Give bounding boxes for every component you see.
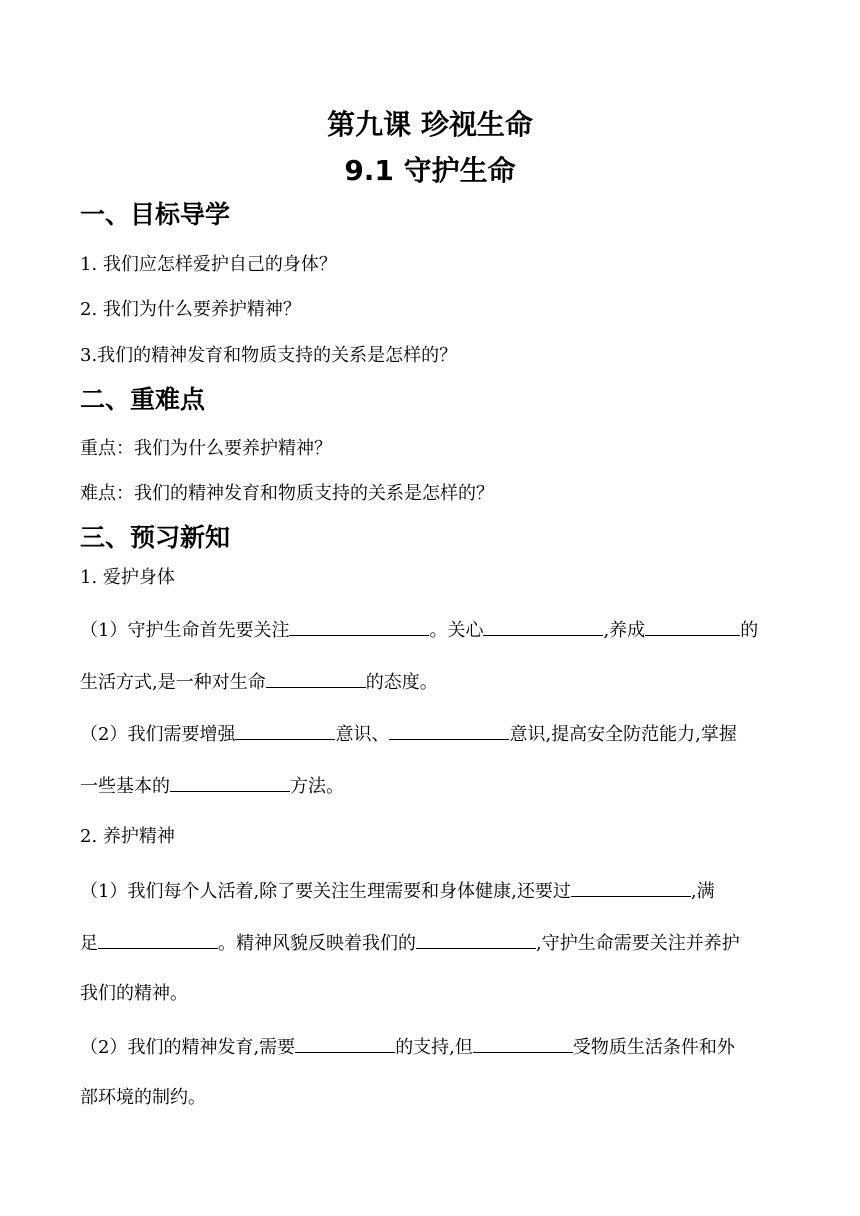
text-segment: 一些基本的 [80, 776, 170, 797]
paragraph-line [80, 930, 785, 956]
text-segment: 。关心 [429, 620, 484, 641]
text-segment: 的支持,但 [395, 1037, 473, 1058]
text-segment: 方法。 [290, 776, 344, 797]
text-segment: （1）守护生命首先要关注 [80, 620, 290, 641]
lesson-title: 第九课 珍视生命 [327, 108, 533, 141]
text-segment: （2）我们需要增强 [80, 724, 236, 745]
fill-blank[interactable] [266, 669, 366, 688]
text-segment: 受物质生活条件和外 [572, 1037, 735, 1058]
subheading-nurture-spirit: 2. 养护精神 [80, 826, 175, 847]
text-segment: 意识、 [335, 724, 390, 745]
fill-blank[interactable] [295, 1034, 395, 1053]
text-segment: 。精神风貌反映着我们的 [218, 933, 416, 954]
fill-blank[interactable] [571, 878, 691, 897]
fill-blank[interactable] [98, 930, 218, 949]
paragraph-line [80, 617, 785, 643]
heading-preview: 三、预习新知 [80, 523, 231, 552]
section-subtitle: 9.1 守护生命 [344, 154, 516, 187]
paragraph-line [80, 1034, 785, 1060]
goal-item-3: 3.我们的精神发育和物质支持的关系是怎样的？ [80, 345, 458, 366]
paragraph-line: 我们的精神。 [80, 983, 188, 1004]
key-point-text: 重点：我们为什么要养护精神？ [80, 438, 332, 459]
paragraph-line [80, 878, 785, 904]
fill-blank[interactable] [483, 617, 603, 636]
fill-blank[interactable] [289, 617, 429, 636]
text-segment: ,守护生命需要关注并养护 [536, 933, 740, 954]
goal-item-2: 2. 我们为什么要养护精神？ [80, 299, 301, 320]
text-segment: 的态度。 [365, 672, 438, 693]
fill-blank[interactable] [416, 930, 536, 949]
paragraph-line [80, 669, 785, 695]
paragraph-line [80, 773, 785, 799]
subheading-care-body: 1. 爱护身体 [80, 567, 175, 588]
fill-blank[interactable] [473, 1034, 573, 1053]
heading-key-points: 二、重难点 [80, 385, 206, 414]
text-segment: ,养成 [603, 620, 646, 641]
text-segment: 意识,提高安全防范能力,掌握 [509, 724, 737, 745]
paragraph-line [80, 721, 785, 747]
text-segment: 足 [80, 933, 98, 954]
text-segment: 生活方式,是一种对生命 [80, 672, 266, 693]
paragraph-line: 部环境的制约。 [80, 1087, 206, 1108]
heading-learning-goals: 一、目标导学 [80, 200, 231, 229]
goal-item-1: 1. 我们应怎样爱护自己的身体？ [80, 254, 337, 275]
fill-blank[interactable] [645, 617, 740, 636]
fill-blank[interactable] [170, 773, 290, 792]
fill-blank[interactable] [389, 721, 509, 740]
text-segment: （2）我们的精神发育,需要 [80, 1037, 296, 1058]
fill-blank[interactable] [235, 721, 335, 740]
text-segment: ,满 [690, 881, 715, 902]
text-segment: （1）我们每个人活着,除了要关注生理需要和身体健康,还要过 [80, 881, 571, 902]
difficult-point-text: 难点：我们的精神发育和物质支持的关系是怎样的？ [80, 483, 494, 504]
text-segment: 的 [740, 620, 759, 641]
